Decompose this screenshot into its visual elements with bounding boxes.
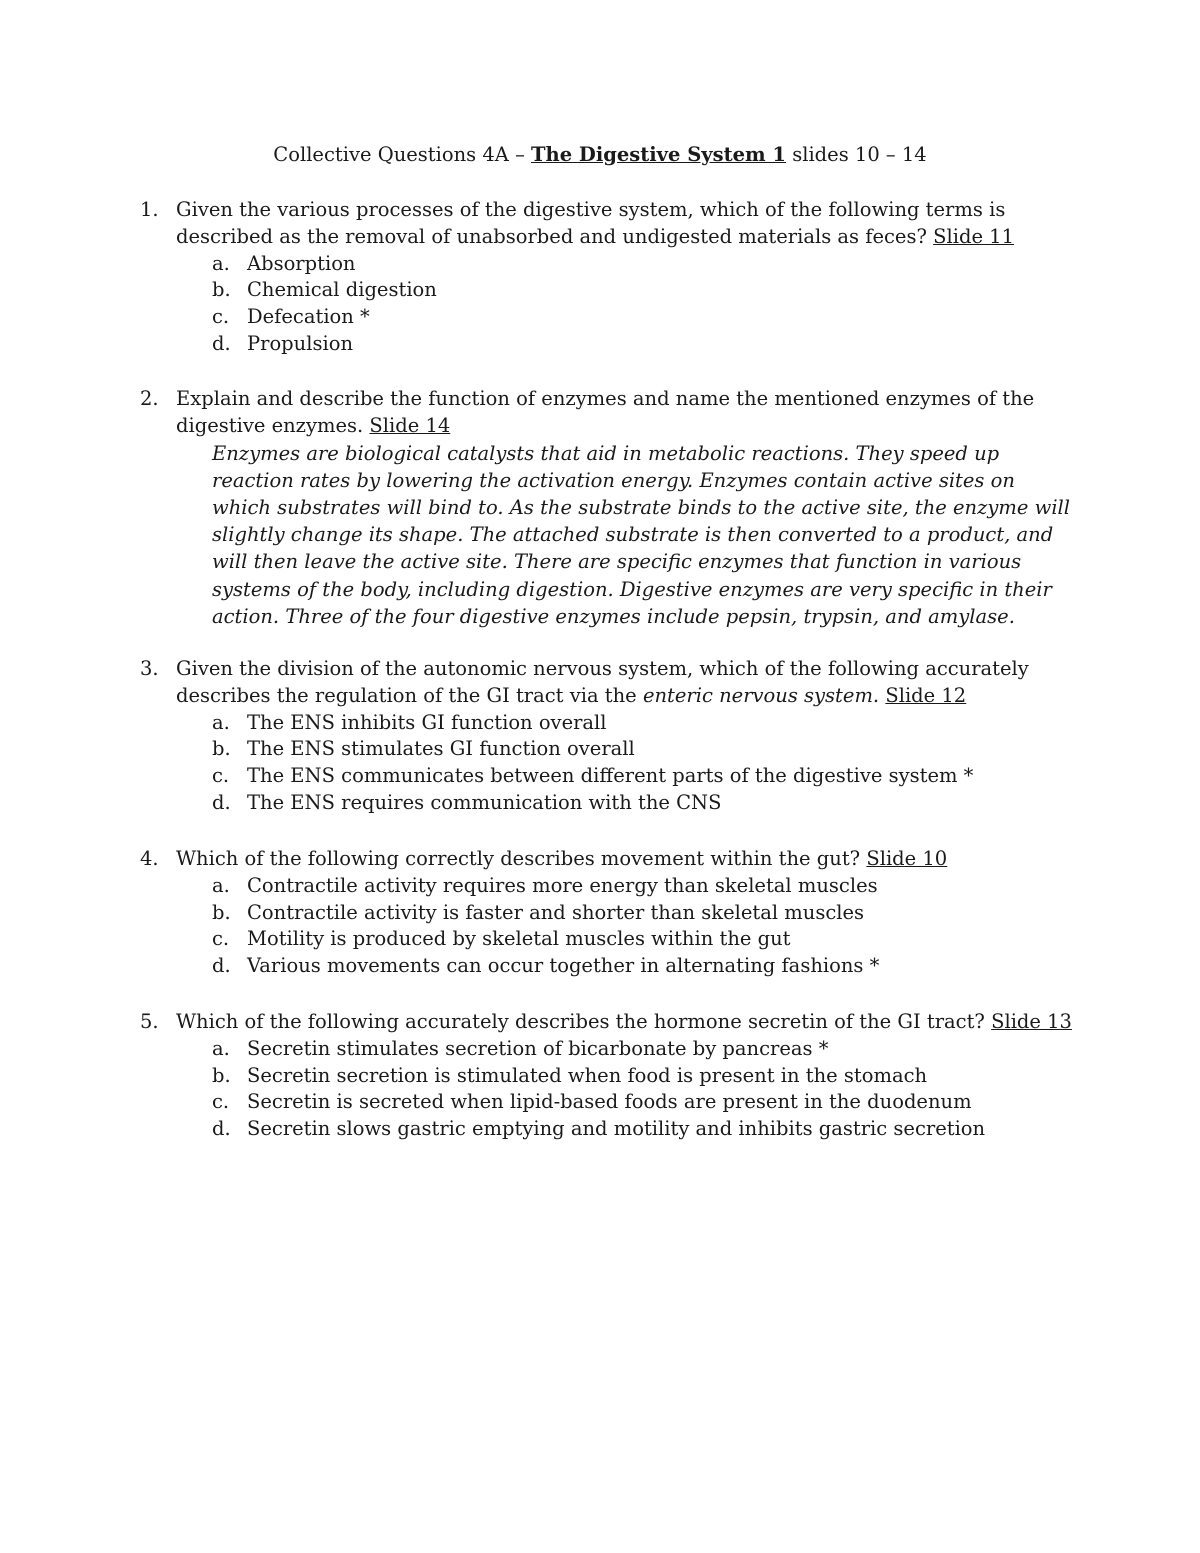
option-b: b. Contractile activity is faster and shorter than skeletal muscles: [212, 900, 865, 924]
title-suffix: slides 10 – 14: [792, 143, 927, 166]
question-2: [140, 386, 1080, 630]
option-a: a. Absorption: [212, 251, 356, 275]
slide-reference: Slide 13: [991, 1010, 1072, 1033]
option-c: c. Motility is produced by skeletal muscles within the gut: [212, 927, 791, 951]
title-prefix: Collective Questions 4A –: [273, 143, 525, 166]
options-list: [140, 873, 1080, 980]
question-text: Which of the following accurately describes the hormone secretin of the GI tract? Slide 13: [176, 1010, 1072, 1033]
option-a: a. Secretin stimulates secretion of bicarbonate by pancreas *: [212, 1036, 829, 1060]
question-number: 5.: [140, 1010, 159, 1033]
options-list: [140, 251, 1080, 358]
question-text: Given the division of the autonomic nervous system, which of the following accurately describes the regulation of the GI tract via the enteric nervous system. Slide 12: [176, 657, 1029, 707]
slide-reference: Slide 10: [866, 847, 948, 870]
question-4: [140, 846, 1080, 980]
option-c: c. The ENS communicates between different parts of the digestive system *: [212, 764, 974, 788]
option-a: a. Contractile activity requires more energy than skeletal muscles: [212, 873, 878, 897]
question-number: 4.: [140, 847, 159, 870]
answer-text: Enzymes are biological catalysts that aid in metabolic reactions. They speed up reaction rates by lowering the activation energy. Enzymes contain active sites on which substrates will bind to. As the substrate binds to the active site, the enzyme will slightly change its shape. The attached substrate is then converted to a product, and will then leave the active site. There are specific enzymes that function in various systems of the body, including digestion. Digestive enzymes are very specific in their action. Three of the four digestive enzymes include pepsin, trypsin, and amylase.: [212, 441, 1071, 628]
option-c: c. Defecation *: [212, 305, 370, 329]
question-text: Given the various processes of the digestive system, which of the following terms is described as the removal of unabsorbed and undigested materials as feces? Slide 11: [176, 198, 1014, 248]
document-title: [0, 140, 1200, 170]
slide-reference: Slide 14: [369, 413, 451, 437]
option-d: d. Propulsion: [212, 331, 354, 355]
option-d: d. Secretin slows gastric emptying and motility and inhibits gastric secretion: [212, 1117, 986, 1141]
option-a: a. The ENS inhibits GI function overall: [212, 710, 607, 734]
question-text: Which of the following correctly describes movement within the gut? Slide 10: [176, 847, 948, 870]
question-3: [140, 656, 1080, 817]
options-list: [140, 710, 1080, 817]
option-d: d. The ENS requires communication with the CNS: [212, 790, 722, 814]
option-b: b. The ENS stimulates GI function overall: [212, 737, 635, 761]
option-b: b. Secretin secretion is stimulated when food is present in the stomach: [212, 1063, 928, 1087]
options-list: [140, 1036, 1080, 1143]
question-5: [140, 1009, 1080, 1143]
question-number: 1.: [140, 198, 159, 221]
slide-reference: Slide 12: [885, 683, 967, 707]
slide-reference: Slide 11: [933, 224, 1014, 248]
title-bold: The Digestive System 1: [531, 143, 786, 166]
question-1: [140, 197, 1080, 358]
option-b: b. Chemical digestion: [212, 278, 437, 302]
italic-term: enteric nervous system.: [642, 683, 880, 707]
question-text: Explain and describe the function of enzymes and name the mentioned enzymes of the digestive enzymes. Slide 14: [176, 387, 1035, 437]
question-number: 3.: [140, 657, 159, 680]
option-d: d. Various movements can occur together in alternating fashions *: [212, 954, 880, 978]
question-number: 2.: [140, 387, 159, 410]
option-c: c. Secretin is secreted when lipid-based foods are present in the duodenum: [212, 1090, 972, 1114]
